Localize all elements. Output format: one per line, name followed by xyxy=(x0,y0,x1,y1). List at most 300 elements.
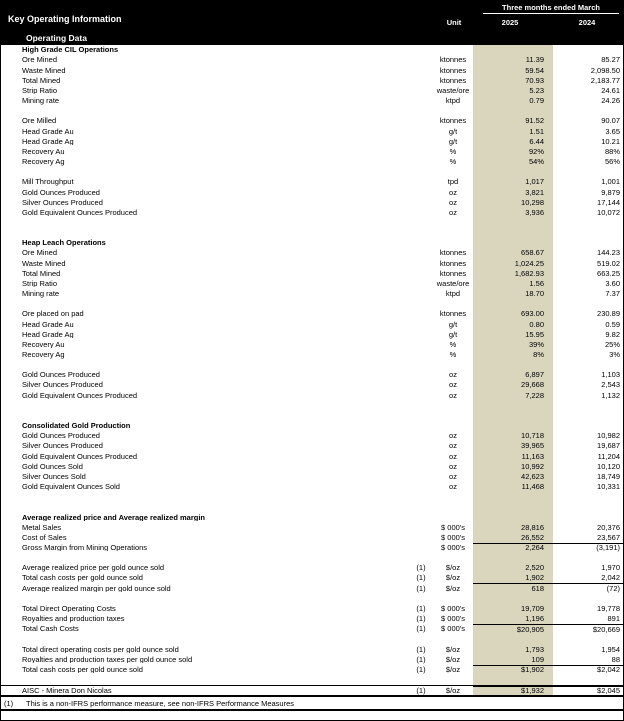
value-2025-cell xyxy=(473,553,553,563)
value-2025-cell xyxy=(473,502,553,512)
table-row xyxy=(1,136,623,146)
value-2025-cell: 109 xyxy=(473,654,553,664)
table-row xyxy=(1,187,623,197)
row-label: Heap Leach Operations xyxy=(22,239,106,247)
unit-cell: $/oz xyxy=(445,573,461,583)
unit-cell: $/oz xyxy=(445,654,461,664)
value-2024-cell: 24.26 xyxy=(601,96,620,106)
value-2025-cell: 42,623 xyxy=(473,472,553,482)
table-row xyxy=(1,157,623,167)
row-label: Consolidated Gold Production xyxy=(22,422,131,430)
table-row xyxy=(1,543,623,553)
footnote-marker: (1) xyxy=(416,603,426,613)
row-label: Average realized price and Average realized margin xyxy=(22,513,205,522)
table-row xyxy=(1,604,623,614)
unit-cell: oz xyxy=(449,461,457,471)
value-2024-cell: 18,749 xyxy=(597,471,620,481)
value-2025-cell: $20,905 xyxy=(473,624,553,634)
value-2025-cell: 39,965 xyxy=(473,441,553,451)
unit-cell: % xyxy=(449,350,457,360)
value-2025-cell: 6.44 xyxy=(473,136,553,146)
row-label: Head Grade Ag xyxy=(22,137,74,146)
row-label: Gold Ounces Produced xyxy=(22,371,100,379)
value-2024-cell: 10,120 xyxy=(597,461,620,471)
spacer-row xyxy=(1,218,623,228)
table-row xyxy=(1,685,623,695)
value-2024-cell: 1,970 xyxy=(601,563,620,573)
footnote-marker: (1) xyxy=(416,644,426,654)
value-2025-cell: 59.54 xyxy=(473,65,553,75)
value-2024-cell: 3.65 xyxy=(605,126,620,136)
row-label: Gold Ounces Sold xyxy=(22,462,83,471)
value-2025-cell: 1,793 xyxy=(473,644,553,654)
column-header-2025: 2025 xyxy=(501,18,519,27)
table-row xyxy=(1,350,623,360)
value-2024-cell: 17,144 xyxy=(597,197,620,207)
unit-cell: $ 000's xyxy=(441,624,465,634)
value-2024-cell: 19,687 xyxy=(597,441,620,451)
unit-cell: oz xyxy=(449,451,457,461)
unit-cell: oz xyxy=(449,471,457,481)
row-label: High Grade CIL Operations xyxy=(22,46,119,54)
value-2025-cell: 29,668 xyxy=(473,380,553,390)
value-2024-cell: 10,072 xyxy=(597,207,620,217)
table-row xyxy=(1,533,623,543)
value-2024-cell: 0.59 xyxy=(605,319,620,329)
value-2024-cell xyxy=(553,238,623,248)
unit-cell: oz xyxy=(449,482,457,492)
table-row xyxy=(1,258,623,268)
value-2024-cell: $2,045 xyxy=(553,686,623,695)
value-2024-cell: 85.27 xyxy=(601,55,620,65)
value-2024-cell: 19,778 xyxy=(597,603,620,613)
spacer-row xyxy=(1,411,623,421)
row-label: Mill Throughput xyxy=(22,178,74,186)
unit-cell: ktonnes xyxy=(439,268,467,278)
value-2024-cell: 891 xyxy=(607,614,620,624)
spacer-row xyxy=(1,593,623,603)
value-2024-cell xyxy=(553,45,623,55)
value-2025-cell: 39% xyxy=(473,340,553,350)
row-label: Total Direct Operating Costs xyxy=(22,604,116,613)
value-2025-cell xyxy=(473,675,553,685)
value-2024-cell xyxy=(553,553,623,563)
value-2024-cell xyxy=(553,106,623,116)
report-header xyxy=(1,1,623,45)
table-row xyxy=(1,482,623,492)
value-2024-cell: 9,879 xyxy=(601,187,620,197)
footnote-marker: (1) xyxy=(416,573,426,583)
value-2024-cell xyxy=(553,492,623,502)
value-2025-cell: 18.70 xyxy=(473,289,553,299)
row-label: Waste Mined xyxy=(22,66,66,75)
value-2025-cell: 1.56 xyxy=(473,279,553,289)
row-label: Silver Ounces Sold xyxy=(22,472,86,481)
value-2024-cell: $2,042 xyxy=(553,665,623,675)
value-2024-cell: 1,103 xyxy=(601,370,620,380)
value-2024-cell xyxy=(553,512,623,522)
unit-cell: $/oz xyxy=(445,583,461,593)
value-2024-cell: 88% xyxy=(604,146,620,156)
table-row xyxy=(1,563,623,573)
unit-cell: ktpd xyxy=(445,96,461,106)
value-2024-cell: 11,204 xyxy=(597,451,620,461)
value-2025-cell: 693.00 xyxy=(473,309,553,319)
table-row xyxy=(1,289,623,299)
bottom-margin xyxy=(1,711,623,719)
value-2025-cell: 8% xyxy=(473,350,553,360)
row-label: Average realized margin per gold ounce sold xyxy=(22,584,171,593)
table-row xyxy=(1,319,623,329)
unit-cell: g/t xyxy=(448,126,458,136)
value-2024-cell xyxy=(553,634,623,644)
value-2025-cell: 28,816 xyxy=(473,522,553,532)
row-label: Strip Ratio xyxy=(22,86,58,95)
value-2025-cell xyxy=(473,512,553,522)
row-label: Total direct operating costs per gold ounce sold xyxy=(22,645,179,654)
row-label: Gold Ounces Produced xyxy=(22,432,100,440)
row-label: Total cash costs per gold ounce sold xyxy=(22,574,143,582)
value-2025-cell xyxy=(473,238,553,248)
table-row xyxy=(1,472,623,482)
table-row xyxy=(1,65,623,75)
value-2025-cell xyxy=(473,360,553,370)
value-2024-cell: (3,191) xyxy=(553,543,623,553)
unit-cell: ktpd xyxy=(445,289,461,299)
table-row xyxy=(1,461,623,471)
table-row xyxy=(1,75,623,85)
unit-cell: $ 000's xyxy=(441,532,465,542)
spacer-row xyxy=(1,492,623,502)
unit-cell: oz xyxy=(449,441,457,451)
value-2025-cell xyxy=(473,421,553,431)
spacer-row xyxy=(1,167,623,177)
row-label: Recovery Au xyxy=(22,147,65,156)
value-2025-cell: $1,902 xyxy=(473,665,553,675)
footnote-marker: (1) xyxy=(416,685,426,695)
unit-cell: $/oz xyxy=(445,644,461,654)
unit-cell: waste/ore xyxy=(436,85,470,95)
unit-cell: g/t xyxy=(448,329,458,339)
unit-cell: $ 000's xyxy=(441,542,465,552)
value-2024-cell: 663.25 xyxy=(597,268,620,278)
table-row xyxy=(1,654,623,664)
value-2025-cell xyxy=(473,299,553,309)
value-2025-cell: 70.93 xyxy=(473,75,553,85)
unit-cell: oz xyxy=(449,197,457,207)
value-2025-cell: 1,682.93 xyxy=(473,268,553,278)
footnote-marker: (1) xyxy=(416,654,426,664)
section-header-row xyxy=(1,512,623,522)
row-label: Waste Mined xyxy=(22,259,66,268)
footnote-ref: (1) xyxy=(4,698,14,708)
value-2024-cell xyxy=(553,360,623,370)
table-row xyxy=(1,279,623,289)
value-2025-cell: 11,163 xyxy=(473,451,553,461)
row-label: Total Cash Costs xyxy=(22,625,79,633)
value-2024-cell: 1,954 xyxy=(601,644,620,654)
value-2024-cell: 88 xyxy=(611,654,620,664)
value-2025-cell xyxy=(473,634,553,644)
spacer-row xyxy=(1,634,623,644)
table-row xyxy=(1,624,623,634)
value-2024-cell xyxy=(553,299,623,309)
table-row xyxy=(1,431,623,441)
unit-cell: oz xyxy=(449,380,457,390)
value-2024-cell: 230.89 xyxy=(597,309,620,319)
table-row xyxy=(1,665,623,675)
value-2024-cell xyxy=(553,167,623,177)
unit-cell: oz xyxy=(449,370,457,380)
unit-cell: $ 000's xyxy=(441,603,465,613)
table-row xyxy=(1,147,623,157)
row-label: Gold Equivalent Ounces Sold xyxy=(22,483,120,491)
value-2025-cell: 3,936 xyxy=(473,208,553,218)
table-row xyxy=(1,644,623,654)
row-label: Total Mined xyxy=(22,76,61,85)
row-label: Recovery Ag xyxy=(22,158,65,166)
table-row xyxy=(1,329,623,339)
page-title: Key Operating Information xyxy=(8,14,122,24)
unit-cell: waste/ore xyxy=(436,278,470,288)
value-2024-cell: 10.21 xyxy=(601,136,620,146)
table-row xyxy=(1,390,623,400)
table-row xyxy=(1,309,623,319)
unit-cell: ktonnes xyxy=(439,116,467,126)
unit-cell: ktonnes xyxy=(439,258,467,268)
unit-cell: ktonnes xyxy=(439,309,467,319)
spacer-row xyxy=(1,228,623,238)
value-2024-cell xyxy=(553,502,623,512)
unit-cell: g/t xyxy=(448,136,458,146)
value-2024-cell: 1,132 xyxy=(601,390,620,400)
table-row xyxy=(1,522,623,532)
row-label: Metal Sales xyxy=(22,523,62,532)
footnote-marker: (1) xyxy=(416,563,426,573)
period-header: Three months ended March xyxy=(483,3,619,14)
value-2024-cell xyxy=(553,400,623,410)
value-2025-cell: $1,932 xyxy=(473,686,553,695)
table-row xyxy=(1,573,623,583)
unit-cell: % xyxy=(449,339,457,349)
value-2024-cell: 56% xyxy=(604,157,620,167)
unit-cell: g/t xyxy=(448,319,458,329)
value-2025-cell: 10,298 xyxy=(473,197,553,207)
table-row xyxy=(1,248,623,258)
value-2025-cell: 91.52 xyxy=(473,116,553,126)
row-label: Ore placed on pad xyxy=(22,310,84,318)
value-2024-cell xyxy=(553,218,623,228)
value-2025-cell: 92% xyxy=(473,147,553,157)
spacer-row xyxy=(1,675,623,685)
unit-cell: $ 000's xyxy=(441,614,465,624)
row-label: Gold Equivalent Ounces Produced xyxy=(22,208,138,217)
spacer-row xyxy=(1,360,623,370)
table-row xyxy=(1,451,623,461)
unit-cell: ktonnes xyxy=(439,55,467,65)
section-header-row xyxy=(1,238,623,248)
value-2025-cell xyxy=(473,400,553,410)
page-subtitle: Operating Data xyxy=(26,33,87,43)
value-2025-cell: 10,718 xyxy=(473,431,553,441)
value-2025-cell: 10,992 xyxy=(473,461,553,471)
table-row xyxy=(1,583,623,593)
value-2025-cell: 618 xyxy=(473,583,553,593)
value-2025-cell: 1,196 xyxy=(473,614,553,624)
value-2024-cell xyxy=(553,228,623,238)
table-row xyxy=(1,380,623,390)
value-2025-cell: 11.39 xyxy=(473,55,553,65)
section-header-row xyxy=(1,45,623,55)
value-2024-cell: $20,669 xyxy=(553,624,623,634)
row-label: Mining rate xyxy=(22,290,60,298)
value-2024-cell: 25% xyxy=(604,339,620,349)
footnote-marker: (1) xyxy=(416,624,426,634)
value-2025-cell: 0.80 xyxy=(473,319,553,329)
value-2025-cell: 0.79 xyxy=(473,96,553,106)
value-2024-cell: 2,042 xyxy=(601,573,620,583)
value-2025-cell xyxy=(473,411,553,421)
value-2024-cell: 144.23 xyxy=(597,248,620,258)
row-label: Silver Ounces Produced xyxy=(22,442,103,450)
value-2025-cell: 1,024.25 xyxy=(473,258,553,268)
table-row xyxy=(1,370,623,380)
row-label: Total cash costs per gold ounce sold xyxy=(22,665,143,674)
unit-cell: oz xyxy=(449,390,457,400)
value-2025-cell: 1.51 xyxy=(473,126,553,136)
value-2025-cell xyxy=(473,167,553,177)
row-label: Ore Milled xyxy=(22,117,57,125)
table-row xyxy=(1,268,623,278)
row-label: Head Grade Au xyxy=(22,320,74,329)
row-label: Silver Ounces Produced xyxy=(22,381,103,389)
value-2024-cell: 23,567 xyxy=(597,532,620,542)
value-2025-cell: 2,520 xyxy=(473,563,553,573)
table-row xyxy=(1,126,623,136)
row-label: AISC - Minera Don Nicolas xyxy=(22,686,112,695)
value-2024-cell: (72) xyxy=(553,583,623,593)
unit-cell: ktonnes xyxy=(439,248,467,258)
row-label: Recovery Ag xyxy=(22,351,65,359)
spacer-row xyxy=(1,502,623,512)
spacer-row xyxy=(1,106,623,116)
unit-cell: oz xyxy=(449,431,457,441)
value-2024-cell xyxy=(553,593,623,603)
value-2025-cell: 15.95 xyxy=(473,329,553,339)
unit-cell: $/oz xyxy=(445,563,461,573)
table-row xyxy=(1,116,623,126)
row-label: Ore Mined xyxy=(22,56,58,64)
value-2025-cell: 7,228 xyxy=(473,390,553,400)
value-2024-cell: 24.61 xyxy=(601,85,620,95)
row-label: Head Grade Ag xyxy=(22,330,74,339)
value-2024-cell: 20,376 xyxy=(597,522,620,532)
table-row xyxy=(1,340,623,350)
row-label: Recovery Au xyxy=(22,340,65,349)
footnote-text: This is a non-IFRS performance measure, see non-IFRS Performance Measures xyxy=(26,698,295,708)
value-2025-cell xyxy=(473,228,553,238)
value-2024-cell: 10,331 xyxy=(597,482,620,492)
table-row xyxy=(1,55,623,65)
value-2025-cell: 1,902 xyxy=(473,573,553,583)
table-row xyxy=(1,208,623,218)
row-label: Silver Ounces Produced xyxy=(22,198,103,207)
row-label: Gold Ounces Produced xyxy=(22,188,100,197)
row-label: Strip Ratio xyxy=(22,279,58,288)
footnote-marker: (1) xyxy=(416,664,426,674)
value-2024-cell: 1,001 xyxy=(601,177,620,187)
value-2024-cell: 2,543 xyxy=(601,380,620,390)
column-header-2024: 2024 xyxy=(578,18,596,27)
value-2024-cell: 2,183.77 xyxy=(590,75,620,85)
row-label: Royalties and production taxes xyxy=(22,615,125,623)
value-2024-cell xyxy=(553,411,623,421)
value-2024-cell: 3.60 xyxy=(605,278,620,288)
table-row xyxy=(1,177,623,187)
table-row xyxy=(1,614,623,624)
unit-cell: oz xyxy=(449,207,457,217)
value-2024-cell xyxy=(553,675,623,685)
value-2024-cell: 2,098.50 xyxy=(590,65,620,75)
unit-cell: $/oz xyxy=(445,685,461,695)
unit-cell: % xyxy=(449,157,457,167)
value-2025-cell: 54% xyxy=(473,157,553,167)
value-2024-cell: 7.37 xyxy=(605,289,620,299)
value-2025-cell: 26,552 xyxy=(473,533,553,543)
unit-cell: $/oz xyxy=(445,664,461,674)
row-label: Head Grade Au xyxy=(22,127,74,136)
spacer-row xyxy=(1,299,623,309)
table-body xyxy=(1,45,623,695)
table-row xyxy=(1,441,623,451)
row-label: Gold Equivalent Ounces Produced xyxy=(22,452,138,461)
row-label: Royalties and production taxes per gold ounce sold xyxy=(22,655,193,664)
footnote-marker: (1) xyxy=(416,614,426,624)
row-label: Gold Equivalent Ounces Produced xyxy=(22,391,138,400)
value-2025-cell xyxy=(473,218,553,228)
value-2025-cell xyxy=(473,492,553,502)
value-2025-cell xyxy=(473,593,553,603)
value-2025-cell: 1,017 xyxy=(473,177,553,187)
value-2025-cell: 6,897 xyxy=(473,370,553,380)
unit-cell: tpd xyxy=(447,177,459,187)
table-row xyxy=(1,197,623,207)
value-2025-cell: 3,821 xyxy=(473,187,553,197)
footnote-marker: (1) xyxy=(416,583,426,593)
value-2025-cell: 658.67 xyxy=(473,248,553,258)
value-2024-cell: 10,982 xyxy=(597,431,620,441)
row-label: Gross Margin from Mining Operations xyxy=(22,543,148,552)
row-label: Mining rate xyxy=(22,97,60,105)
value-2024-cell xyxy=(553,421,623,431)
value-2024-cell: 519.02 xyxy=(597,258,620,268)
value-2024-cell: 90.07 xyxy=(601,116,620,126)
unit-cell: ktonnes xyxy=(439,75,467,85)
row-label: Cost of Sales xyxy=(22,533,67,542)
value-2025-cell xyxy=(473,106,553,116)
section-header-row xyxy=(1,421,623,431)
value-2025-cell: 5.23 xyxy=(473,86,553,96)
value-2025-cell: 19,709 xyxy=(473,604,553,614)
value-2024-cell: 9.82 xyxy=(605,329,620,339)
value-2025-cell: 11,468 xyxy=(473,482,553,492)
unit-cell: ktonnes xyxy=(439,65,467,75)
row-label: Ore Mined xyxy=(22,249,58,257)
value-2025-cell xyxy=(473,45,553,55)
column-header-unit: Unit xyxy=(446,18,462,27)
value-2025-cell: 2,264 xyxy=(473,543,553,553)
unit-cell: $ 000's xyxy=(441,522,465,532)
